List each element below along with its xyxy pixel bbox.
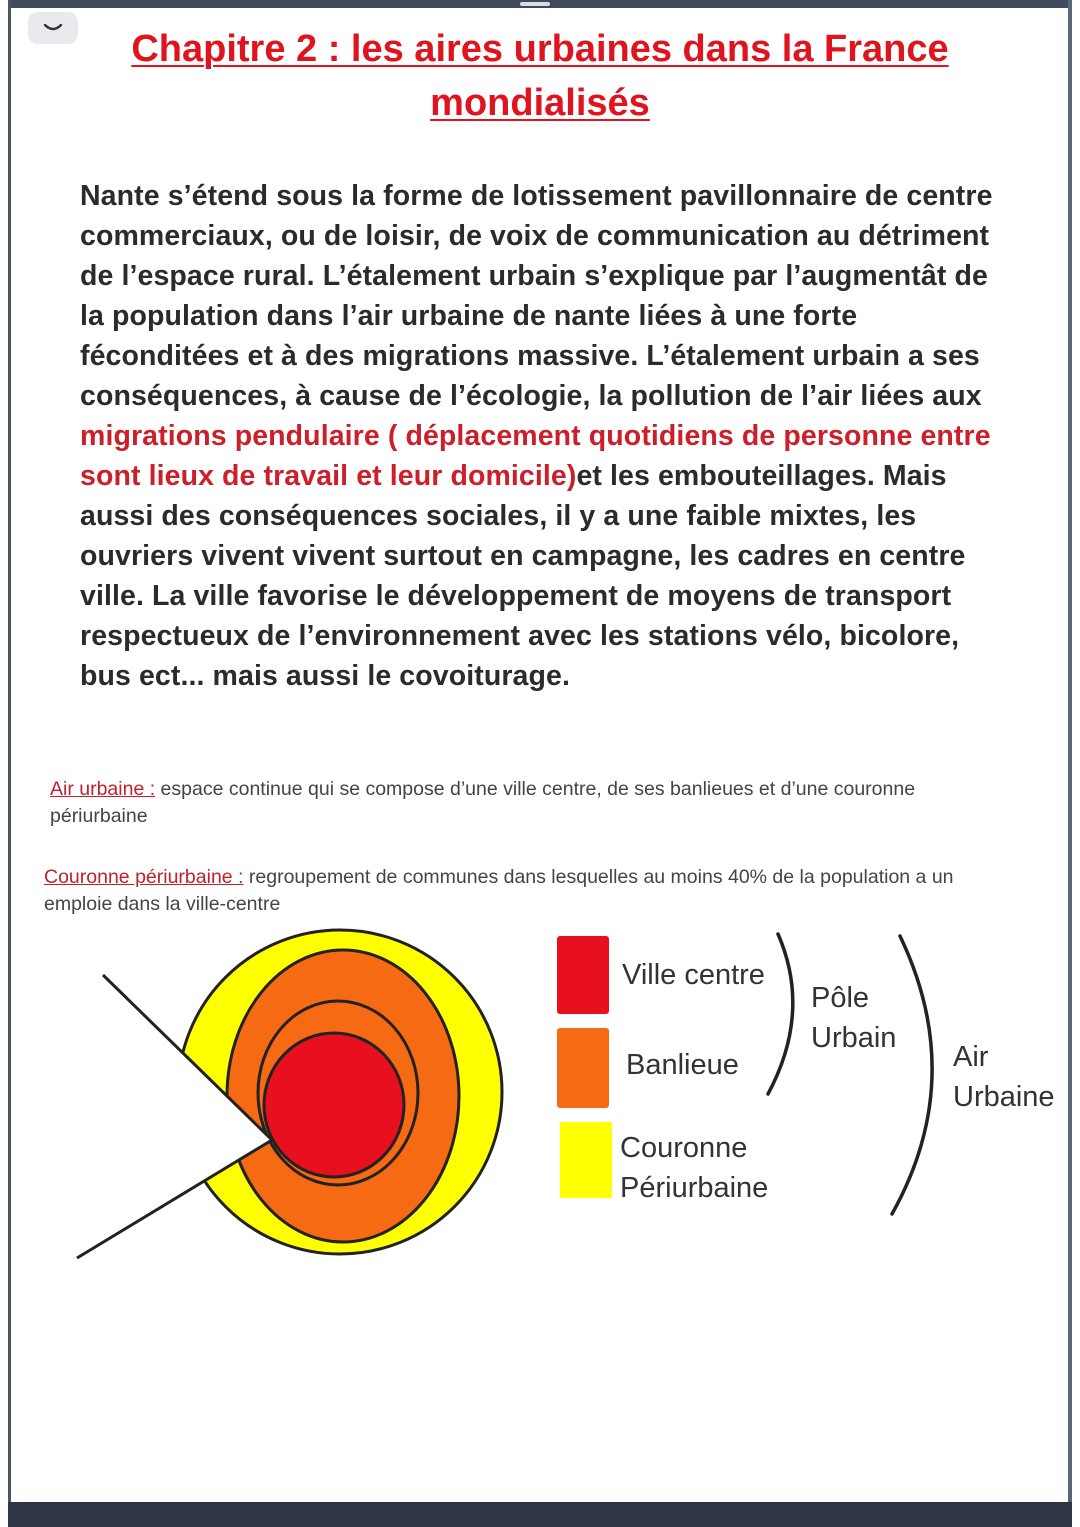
label-pole-urbain	[811, 978, 896, 1058]
definition-term: Air urbaine :	[50, 778, 156, 800]
diagram-wedge	[40, 975, 272, 1262]
label-air-urbaine-line2: Urbaine	[953, 1081, 1055, 1113]
label-pole-urbain-line1: Pôle	[811, 982, 870, 1014]
air-urbaine-bracket	[892, 936, 932, 1214]
couronne-ring	[178, 930, 502, 1254]
paragraph-highlight: migrations pendulaire ( déplacement quotidiens de personne entre sont lieux de travail et leur domicile)	[80, 420, 991, 492]
definition-text: regroupement de communes dans lesquelles au moins 40% de la population a un emploie dans la ville-centre	[44, 866, 954, 915]
window-bottom-bar	[8, 1502, 1072, 1527]
page-border-left	[8, 0, 11, 1510]
legend-label-couronne	[620, 1128, 768, 1208]
definition-air-urbaine	[50, 776, 1010, 830]
pole-urbain-bracket	[768, 934, 793, 1094]
label-air-urbaine-line1: Air	[953, 1041, 989, 1073]
drag-handle[interactable]	[520, 2, 550, 6]
ville-centre-core	[264, 1033, 404, 1177]
wedge-line-top	[103, 975, 272, 1140]
legend-label-ville-centre: Ville centre	[622, 959, 765, 991]
legend-swatch-banlieue	[557, 1028, 609, 1108]
paragraph-text-1: Nante s’étend sous la forme de lotissement pavillonnaire de centre commerciaux, ou de loisir, de voix de communication au détriment de l’espace rural. L’étalement urbain s’explique par l’augmentât de la population dans l’air urbaine de nante liées à une forte féconditées et à des migrations massive. L’étalement urbain a ses conséquences, à cause de l’écologie, la pollution de l’air liées aux	[80, 180, 993, 412]
definition-term: Couronne périurbaine :	[44, 866, 244, 888]
legend-swatch-ville-centre	[557, 936, 609, 1014]
legend-label-couronne-line1: Couronne	[620, 1132, 748, 1164]
definition-text: espace continue qui se compose d’une ville centre, de ses banlieues et d’une couronne périurbaine	[50, 778, 916, 827]
wedge-line-bottom	[77, 1140, 272, 1258]
legend-swatch-couronne	[560, 1122, 612, 1198]
main-paragraph	[80, 176, 1015, 696]
legend-label-banlieue: Banlieue	[626, 1049, 739, 1081]
banlieue-ring	[227, 950, 459, 1242]
paragraph-text-2: et les embouteillages. Mais aussi des conséquences sociales, il y a une faible mixtes, les ouvriers vivent vivent surtout en campagne, les cadres en centre ville. La ville favorise le développement de moyens de transport respectueux de l’environnement avec les stations vélo, bicolore, bus ect... mais aussi le covoiturage.	[80, 460, 966, 692]
banlieue-inner-line	[258, 1001, 418, 1185]
label-air-urbaine	[953, 1037, 1055, 1117]
definition-couronne-periurbaine	[44, 864, 1004, 918]
page-title: Chapitre 2 : les aires urbaines dans la France mondialisés	[131, 28, 949, 124]
label-pole-urbain-line2: Urbain	[811, 1022, 897, 1054]
legend-label-couronne-line2: Périurbaine	[620, 1172, 769, 1204]
page-border-right	[1068, 0, 1072, 1510]
